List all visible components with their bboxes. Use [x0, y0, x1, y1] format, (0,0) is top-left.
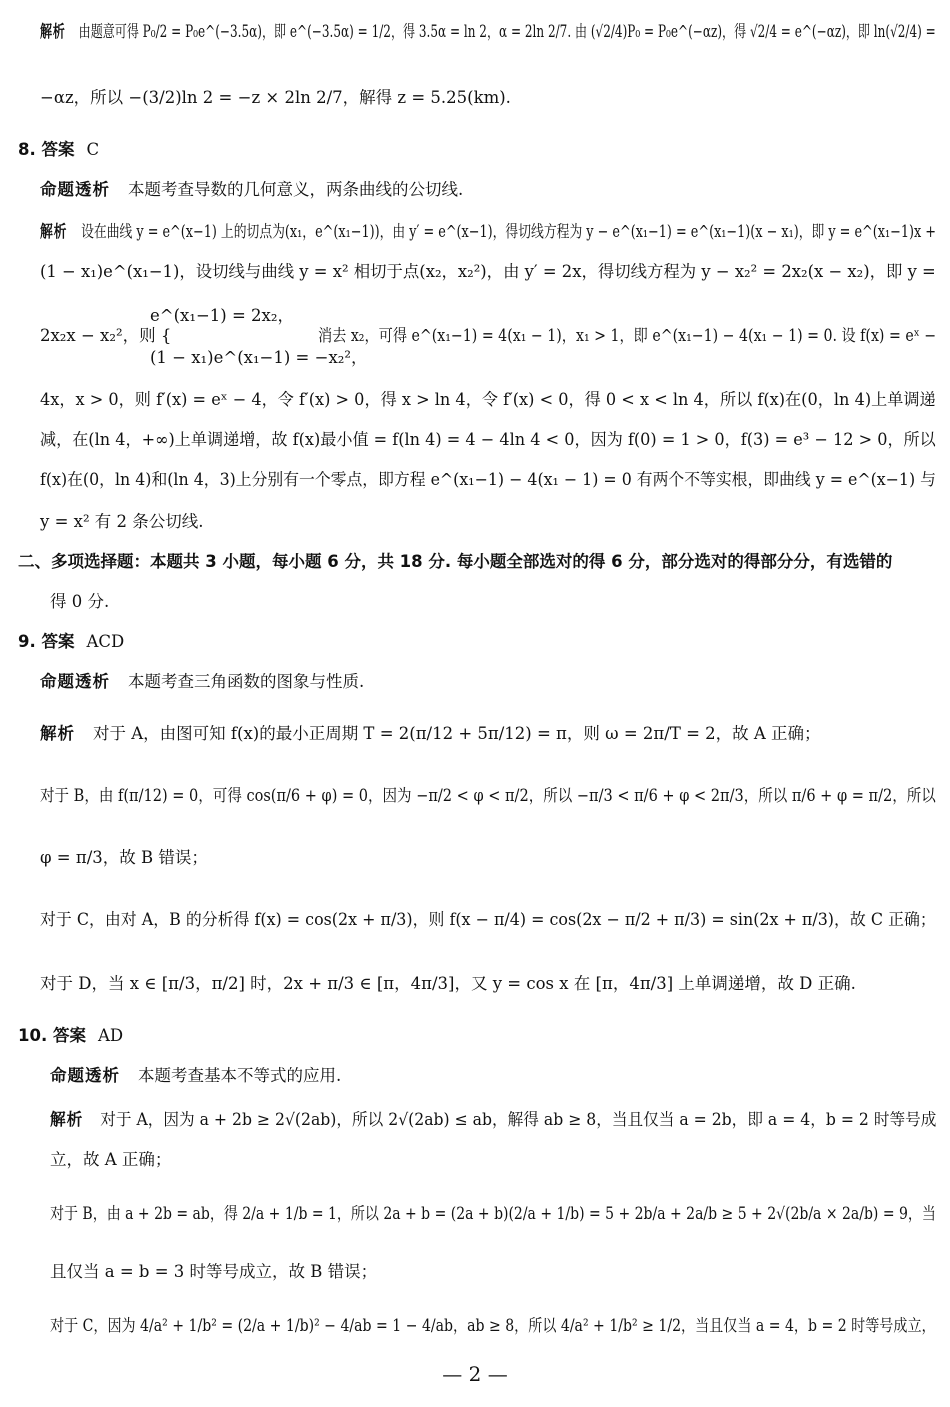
line-text: 对于 C，因为 4/a² + 1/b² = (2/a + 1/b)² − 4/ab = 1 − 4/ab，ab ≥ 8，所以 4/a² + 1/b² ≥ 1/2，当且仅当 a = 4，b = 2 时等号成立， [50, 1316, 936, 1335]
line-text: 本题考查基本不等式的应用. [138, 1066, 342, 1085]
text-line [18, 552, 892, 572]
text-line [318, 326, 936, 346]
text-line [40, 672, 364, 692]
page-number: — 2 — [442, 1362, 508, 1386]
text-line [40, 222, 936, 242]
text-line [40, 786, 936, 806]
line-text: (1 − x₁)e^(x₁−1)，设切线与曲线 y = x² 相切于点(x₂，x₂²)，由 y′ = 2x，得切线方程为 y − x₂² = 2x₂(x − x₂)，即 y = [40, 262, 936, 281]
text-line [40, 22, 936, 42]
answer-choice: ACD [86, 632, 125, 651]
line-text: 2x₂x − x₂²，则 { [40, 326, 172, 345]
text-line [18, 140, 99, 160]
line-text: −αz，所以 −(3/2)ln 2 = −z × 2ln 2/7，解得 z = 5.25(km). [40, 88, 511, 107]
section-label: 命题透析 [40, 180, 110, 199]
text-line [150, 348, 368, 368]
text-line [18, 1026, 123, 1046]
line-text: 本题考查三角函数的图象与性质. [128, 672, 365, 691]
line-text: 本题考查导数的几何意义，两条曲线的公切线. [128, 180, 464, 199]
line-text: 减，在(ln 4，+∞)上单调递增，故 f(x)最小值 = f(ln 4) = 4 − 4ln 4 < 0，因为 f(0) = 1 > 0，f(3) = e³ − 12 > 0，所以 [40, 430, 936, 449]
line-text: 对于 B，由 f(π/12) = 0，可得 cos(π/6 + φ) = 0，因为 −π/2 < φ < π/2，所以 −π/3 < π/6 + φ < 2π/3，所以 π/6 + φ = π/2，所以 [40, 786, 936, 805]
answer-choice: C [86, 140, 100, 159]
text-line [50, 592, 109, 612]
text-line [40, 974, 856, 994]
text-line [40, 910, 936, 930]
line-text: 由题意可得 P₀/2 = P₀e^(−3.5α)，即 e^(−3.5α) = 1/2，得 3.5α = ln 2，α = 2ln 2/7. 由 (√2/4)P₀ = P₀e^(−αz)，得 √2/4 = e^(−αz)，即 ln(√2/4) = [78, 22, 936, 41]
text-line [40, 88, 511, 108]
line-text: (1 − x₁)e^(x₁−1) = −x₂²， [150, 348, 368, 367]
line-text: 设在曲线 y = e^(x−1) 上的切点为(x₁，e^(x₁−1))，由 y′ = e^(x−1)，得切线方程为 y − e^(x₁−1) = e^(x₁−1)(x − x₁)，即 y = e^(x₁−1)x + [81, 222, 937, 241]
line-text: 得 0 分. [50, 592, 110, 611]
text-line [40, 326, 171, 346]
text-line [150, 306, 294, 326]
text-line [40, 390, 936, 410]
line-text: φ = π/3，故 B 错误； [40, 848, 208, 867]
line-text: y = x² 有 2 条公切线. [40, 512, 204, 531]
text-line [50, 1110, 936, 1130]
section-label: 解析 [40, 222, 68, 241]
line-text: 对于 D，当 x ∈ [π/3，π/2] 时，2x + π/3 ∈ [π，4π/3]，又 y = cos x 在 [π，4π/3] 上单调递增，故 D 正确. [40, 974, 856, 993]
line-text: e^(x₁−1) = 2x₂， [150, 306, 294, 325]
text-line [50, 1316, 936, 1336]
answer-number: 10. 答案 [18, 1026, 86, 1045]
text-line [50, 1262, 377, 1282]
text-line [40, 430, 936, 450]
answer-number: 8. 答案 [18, 140, 75, 159]
line-text: 对于 B，由 a + 2b = ab，得 2/a + 1/b = 1，所以 2a + b = (2a + b)(2/a + 1/b) = 5 + 2b/a + 2a/b ≥ 5 + 2√(2b/a × 2a/b) = 9，当 [50, 1204, 936, 1223]
text-line [18, 632, 124, 652]
text-line [50, 1066, 341, 1086]
line-text: 对于 A，因为 a + 2b ≥ 2√(2ab)，所以 2√(2ab) ≤ ab，解得 ab ≥ 8，当且仅当 a = 2b，即 a = 4，b = 2 时等号成 [100, 1110, 937, 1129]
line-text: 对于 A，由图可知 f(x)的最小正周期 T = 2(π/12 + 5π/12) = π，则 ω = 2π/T = 2，故 A 正确； [93, 724, 821, 743]
text-line [40, 470, 936, 490]
text-line [40, 848, 208, 868]
section-label: 命题透析 [40, 672, 110, 691]
answer-number: 9. 答案 [18, 632, 75, 651]
text-line [50, 1150, 171, 1170]
line-text: f(x)在(0，ln 4)和(ln 4，3)上分别有一个零点，即方程 e^(x₁−1) − 4(x₁ − 1) = 0 有两个不等实根，即曲线 y = e^(x−1) 与 [40, 470, 936, 489]
section-heading: 二、多项选择题：本题共 3 小题，每小题 6 分，共 18 分. 每小题全部选对的得 6 分，部分选对的得部分分，有选错的 [18, 552, 893, 571]
text-line [40, 262, 936, 282]
line-text: 消去 x₂，可得 e^(x₁−1) = 4(x₁ − 1)，x₁ > 1，即 e^(x₁−1) − 4(x₁ − 1) = 0. 设 f(x) = eˣ − [318, 326, 937, 345]
answer-choice: AD [97, 1026, 124, 1045]
line-text: 立，故 A 正确； [50, 1150, 172, 1169]
text-line [50, 1204, 936, 1224]
text-line [40, 724, 821, 744]
line-text: 且仅当 a = b = 3 时等号成立，故 B 错误； [50, 1262, 378, 1281]
section-label: 命题透析 [50, 1066, 120, 1085]
text-line [40, 512, 204, 532]
text-line [40, 180, 463, 200]
section-label: 解析 [50, 1110, 84, 1129]
section-label: 解析 [40, 724, 75, 743]
line-text: 对于 C，由对 A，B 的分析得 f(x) = cos(2x + π/3)，则 f(x − π/4) = cos(2x − π/2 + π/3) = sin(2x + π/3)，故 C 正确； [40, 910, 936, 929]
section-label: 解析 [40, 22, 66, 41]
line-text: 4x，x > 0，则 f′(x) = eˣ − 4，令 f′(x) > 0，得 x > ln 4，令 f′(x) < 0，得 0 < x < ln 4，所以 f(x)在(0，ln 4)上单调递 [40, 390, 936, 409]
